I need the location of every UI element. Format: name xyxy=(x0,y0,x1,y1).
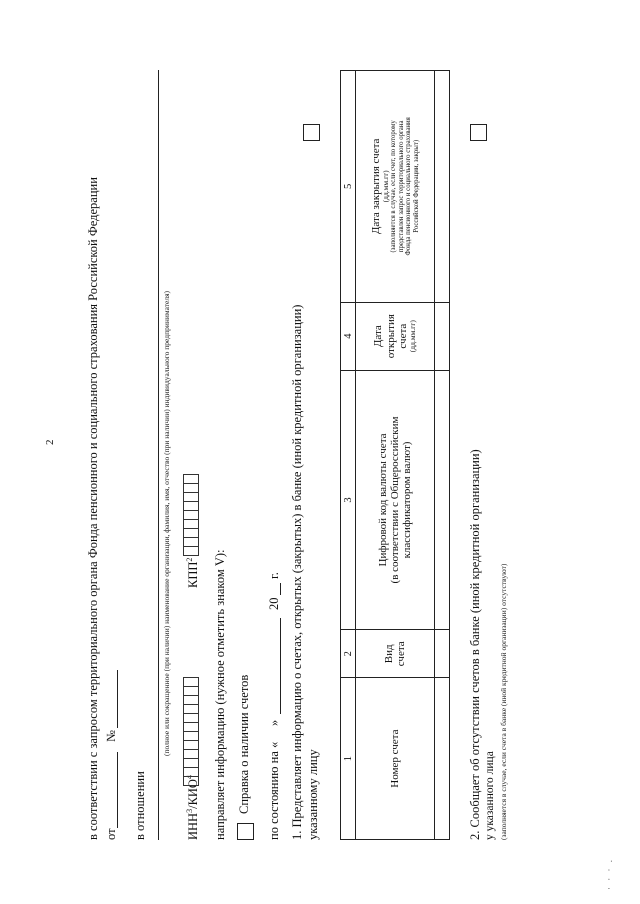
header-close-format: (дд.мм.гг) xyxy=(381,170,391,203)
as-of-year-line xyxy=(280,583,281,595)
as-of-year-suffix: г. xyxy=(267,572,281,579)
section2-note: (заполняется в случае, если счета в банке (иной кредитной организации) отсутствуют) xyxy=(499,563,508,840)
section2-line1: 2. Сообщает об отсутствии счетов в банке (иной кредитной организации) xyxy=(468,449,482,840)
header-close-date xyxy=(356,71,435,303)
accounts-table xyxy=(340,70,450,840)
header-currency-line1: Цифровой код валюты счета xyxy=(376,433,389,567)
section1-checkbox[interactable] xyxy=(303,124,320,141)
inn-cells[interactable] xyxy=(183,678,199,786)
column-number-2: 2 xyxy=(341,630,356,678)
section2-line2: у указанного лица xyxy=(484,751,496,840)
as-of-year-prefix: 20 xyxy=(267,597,281,610)
column-number-1: 1 xyxy=(341,678,356,840)
corner-marks: · · · . xyxy=(604,858,614,890)
certificate-label: Справка о наличии счетов xyxy=(237,674,251,814)
section1-line2: указанному лицу xyxy=(306,749,320,840)
header-open-format: (дд.мм.гг) xyxy=(408,320,418,353)
certificate-checkbox[interactable] xyxy=(237,823,254,840)
as-of-date-line xyxy=(280,618,281,714)
regarding-label: в отношении xyxy=(133,771,147,840)
header-currency-line3: классификатором валют) xyxy=(401,441,414,559)
kpp-label: КПП$^2$ xyxy=(185,557,201,588)
section2-checkbox[interactable] xyxy=(470,124,487,141)
regarding-caption: (полное или сокращенное (при наличии) наименование организации, фамилия, имя, отчество (при наличии) индивидуального предпринимателя) xyxy=(162,290,171,756)
cell-account-number[interactable] xyxy=(435,678,450,840)
page-number: 2 xyxy=(44,439,56,445)
table-row xyxy=(435,71,450,840)
header-currency-code xyxy=(356,370,435,630)
table-header-row xyxy=(356,71,435,840)
header-close-note-1: (заполняется в случае, если счет, по которому xyxy=(390,120,398,253)
cell-close-date[interactable] xyxy=(435,71,450,303)
column-number-row xyxy=(341,71,356,840)
inn-kio-label: ИНН$^3$/КИО$^4$ xyxy=(185,775,201,840)
regarding-line xyxy=(158,70,159,840)
column-number-4: 4 xyxy=(341,302,356,370)
header-account-number: Номер счета xyxy=(356,678,435,840)
header-open-line3: счета xyxy=(396,323,409,349)
section1-line1: 1. Представляет информацию о счетах, открытых (закрытых) в банке (иной кредитной организации) xyxy=(290,304,304,840)
instruction-text: направляет информацию (нужное отметить знаком V): xyxy=(213,549,227,840)
cell-account-type[interactable] xyxy=(435,630,450,678)
header-close-note-3: Фонда пенсионного и социального страхования xyxy=(405,117,413,256)
header-close-note-2: представлен запрос территориального органа xyxy=(397,120,405,253)
as-of-close-quote: » xyxy=(267,719,281,726)
header-currency-line2: (в соответствии с Общероссийским xyxy=(388,416,401,584)
cell-currency-code[interactable] xyxy=(435,370,450,630)
header-close-note-4: Российской Федерации, закрыт) xyxy=(412,139,420,233)
header-open-line2: открытия xyxy=(384,314,397,359)
number-label: № xyxy=(104,730,118,742)
as-of-label: по состоянию на « xyxy=(267,741,281,840)
from-label: от xyxy=(104,828,118,840)
header-close-title: Дата закрытия счета xyxy=(369,138,382,235)
column-number-3: 3 xyxy=(341,370,356,630)
header-open-line1: Дата xyxy=(372,325,385,348)
number-line xyxy=(117,670,118,728)
from-date-line xyxy=(117,752,118,828)
cell-open-date[interactable] xyxy=(435,302,450,370)
kpp-cells[interactable] xyxy=(183,475,199,556)
column-number-5: 5 xyxy=(341,71,356,303)
header-open-date xyxy=(356,302,435,370)
request-line: в соответствии с запросом территориального органа Фонда пенсионного и социального страхования Российской Федерации xyxy=(86,177,100,840)
header-account-type: Вид счета xyxy=(356,630,435,678)
